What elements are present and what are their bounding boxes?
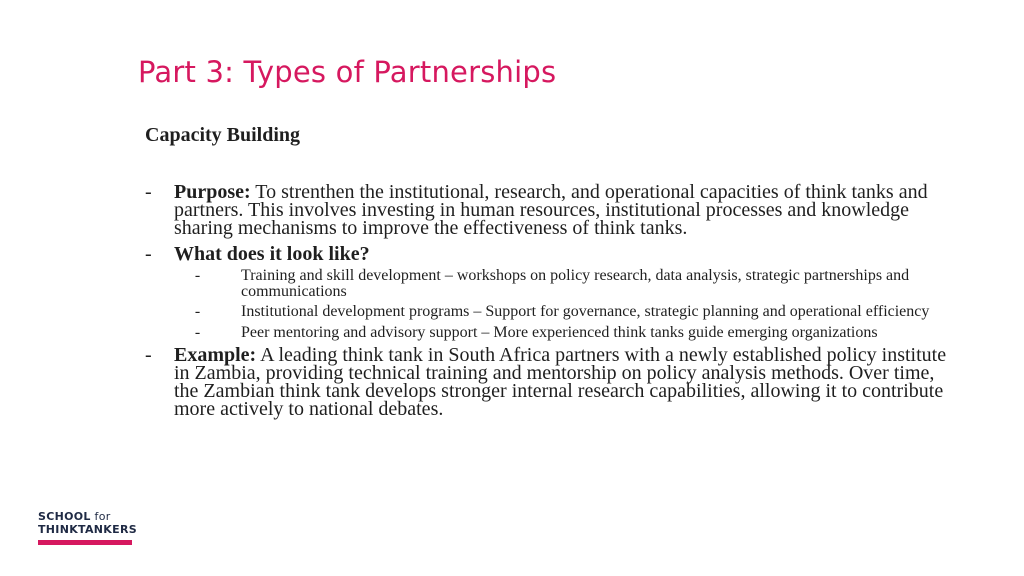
sub-bullet-dash: - xyxy=(194,323,201,341)
sub-bullet-text: Institutional development programs – Support for governance, strategic planning and operational efficiency xyxy=(241,303,930,320)
bullet-dash: - xyxy=(145,344,152,366)
slide-title: Part 3: Types of Partnerships xyxy=(138,55,557,89)
purpose-label: Purpose: xyxy=(174,181,251,203)
logo-line2: THINKTANKERS xyxy=(38,523,137,536)
logo-for: for xyxy=(90,510,111,523)
sub-bullet-text: Training and skill development – workshops on policy research, data analysis, strategic partnerships and communications xyxy=(241,267,910,300)
bullet-dash: - xyxy=(145,181,152,203)
section-heading: Capacity Building xyxy=(145,124,301,146)
example-text: A leading think tank in South Africa partners with a newly established policy institute in Zambia, providing technical training and mentorship on policy analysis methods. Over time, the Zambian think tank develops stronger internal research capabilities, allowing it to contribute more actively to national debates. xyxy=(174,344,947,420)
sub-bullet-dash: - xyxy=(194,303,201,320)
bullet-dash: - xyxy=(145,243,152,265)
sub-bullet-mentoring xyxy=(194,323,955,341)
look-like-label: What does it look like? xyxy=(174,243,370,265)
bullet-purpose xyxy=(145,183,955,237)
logo-accent-bar xyxy=(38,540,132,545)
sub-bullet-text: Peer mentoring and advisory support – More experienced think tanks guide emerging organizations xyxy=(241,323,878,341)
bullet-list xyxy=(145,183,955,426)
example-label: Example: xyxy=(174,344,257,366)
sub-bullet-training xyxy=(194,267,955,300)
purpose-text: To strenthen the institutional, research, and operational capacities of think tanks and partners. This involves investing in human resources, institutional processes and knowledge sharing mechanisms to improve the effectiveness of think tanks. xyxy=(174,181,928,239)
sub-bullet-institutional xyxy=(194,303,955,320)
logo-line1: SCHOOL xyxy=(38,510,91,523)
bullet-look-like xyxy=(145,245,955,263)
school-for-thinktankers-logo xyxy=(38,510,137,545)
bullet-example xyxy=(145,346,955,418)
sub-bullet-dash: - xyxy=(194,267,201,284)
